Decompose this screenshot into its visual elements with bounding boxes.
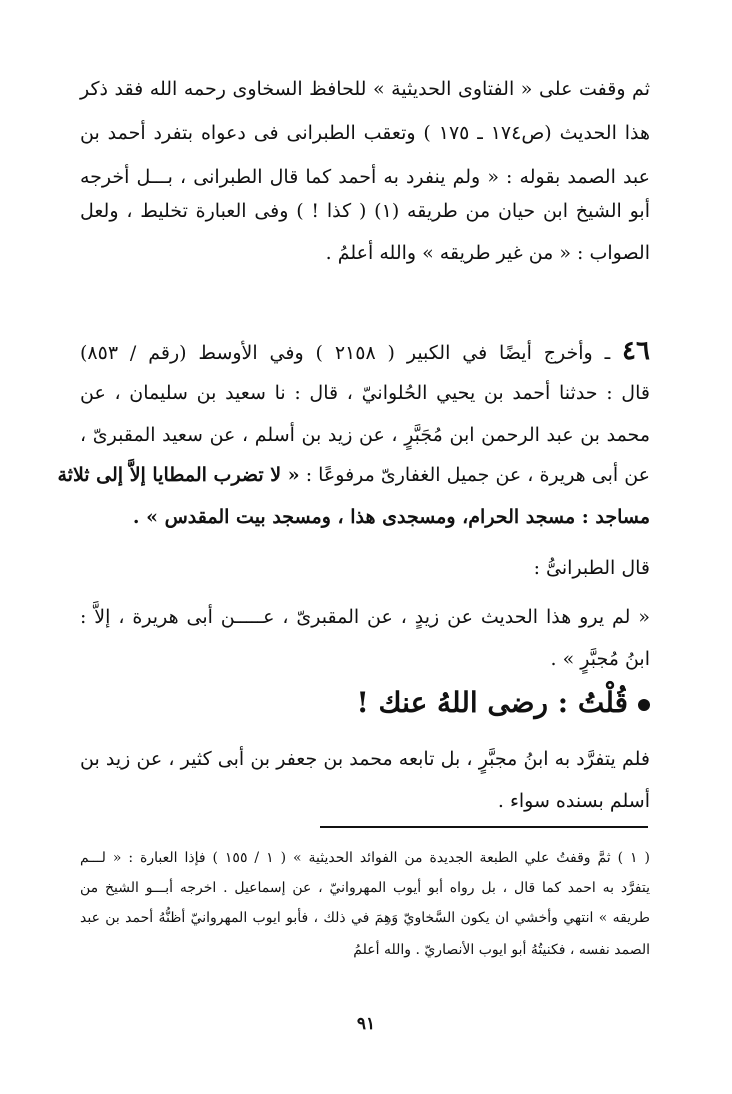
hadith-heading-text: ـ وأخرج أيضًا في الكبير ( ٢١٥٨ ) وفي الأوسط (رقم / ٨٥٣) bbox=[80, 342, 611, 364]
footnote-divider bbox=[320, 826, 648, 828]
hadith-line-4 bbox=[57, 460, 650, 490]
tabarani-quote-line-1: « لم يرو هذا الحديث عن زيدٍ ، عن المقبرىّ ، عـــــن أبى هريرة ، إلاَّ : bbox=[80, 606, 650, 628]
bullet-icon bbox=[638, 699, 650, 711]
paragraph-2-line-1: فلم يتفرَّد به ابنُ مجبَّرٍ ، بل تابعه محمد بن جعفر بن أبى كثير ، عن زيد بن bbox=[80, 748, 650, 770]
footnote-line-4: الصمد نفسه ، فكنيتُهُ أبو ايوب الأنصاريّ . والله أعلمُ bbox=[353, 942, 650, 958]
page-number: ٩١ bbox=[356, 1014, 376, 1034]
qultu-heading bbox=[80, 688, 650, 718]
paragraph-1-line-4: أبو الشيخ ابن حيان من طريقه (١) ( كذا ! ) وفى العبارة تخليط ، ولعل bbox=[80, 200, 650, 222]
footnote-line-2: يتفرَّد به احمد كما قال ، بل رواه أبو أيوب المهروانيّ ، عن إسماعيل . اخرجه أبـــو الشيخ من bbox=[80, 880, 650, 896]
paragraph-1-line-5: الصواب : « من غير طريقه » والله أعلمُ . bbox=[325, 242, 650, 264]
paragraph-1-line-1: ثم وقفت على « الفتاوى الحديثية » للحافظ السخاوى رحمه الله فقد ذكر bbox=[80, 78, 650, 100]
hadith-heading bbox=[80, 336, 650, 368]
tabarani-label: قال الطبرانىُّ : bbox=[533, 557, 650, 579]
qultu-heading-text: قُلْتُ : رضى اللهُ عنك ! bbox=[356, 686, 628, 719]
hadith-matn-start: « لا تضرب المطايا إلاَّ إلى ثلاثة bbox=[57, 464, 300, 486]
paragraph-1-line-3: عبد الصمد بقوله : « ولم ينفرد به أحمد كما قال الطبرانى ، بـــل أخرجه bbox=[80, 166, 650, 188]
footnote-line-1: ( ١ ) ثمَّ وقفتُ علي الطبعة الجديدة من الفوائد الحديثية » ( ١ / ١٥٥ ) فإذا العبارة : « لـــم bbox=[80, 850, 650, 866]
hadith-matn-end: مساجد : مسجد الحرام، ومسجدى هذا ، ومسجد بيت المقدس » . bbox=[132, 506, 650, 528]
tabarani-quote-line-2: ابنُ مُجبَّرٍ » . bbox=[550, 648, 650, 670]
footnote-line-3: طريقه » انتهي وأخشي ان يكون السَّخاويّ وَهِمَ في ذلك ، فأبو ايوب المهروانيّ أظنُّهُ أحمد بن عبد bbox=[80, 910, 650, 926]
hadith-number: ٤٦ bbox=[622, 336, 650, 366]
hadith-line-3: محمد بن عبد الرحمن ابن مُجَبَّرٍ ، عن زيد بن أسلم ، عن سعيد المقبرىّ ، bbox=[80, 424, 650, 446]
paragraph-2-line-2: أسلم بسنده سواء . bbox=[497, 790, 650, 812]
hadith-line-4-chain: عن أبى هريرة ، عن جميل الغفارىّ مرفوعًا : bbox=[305, 464, 650, 486]
paragraph-1-line-2: هذا الحديث (ص١٧٤ ـ ١٧٥ ) وتعقب الطبرانى فى دعواه بتفرد أحمد بن bbox=[80, 122, 650, 144]
hadith-line-2: قال : حدثنا أحمد بن يحيي الحُلوانيّ ، قال : نا سعيد بن سليمان ، عن bbox=[80, 382, 650, 404]
